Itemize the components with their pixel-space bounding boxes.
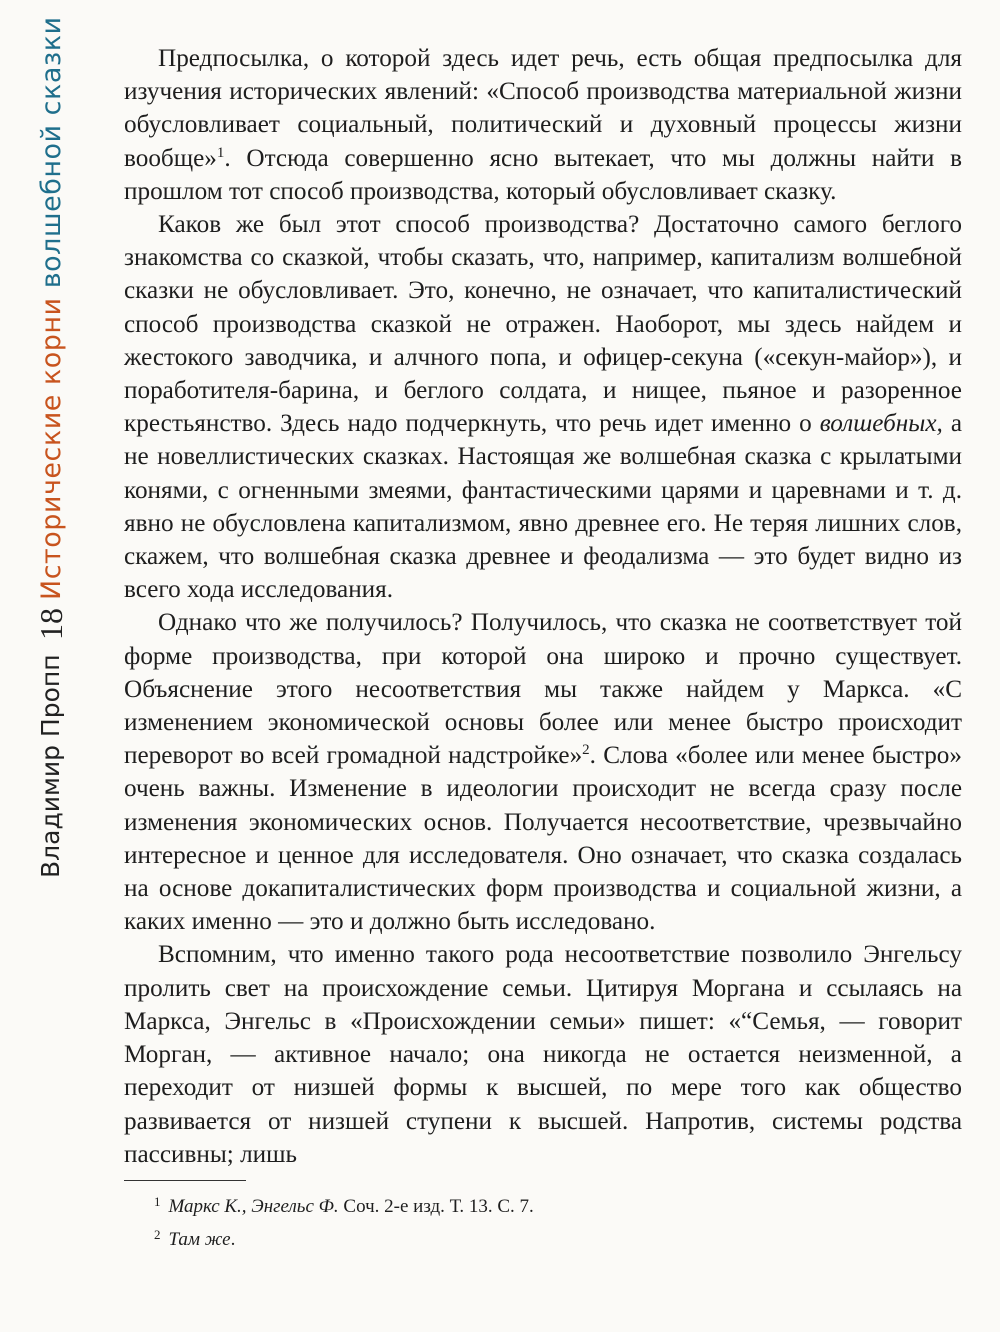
- paragraph-4: Вспомним, что именно такого рода несоответствие позволило Энгельсу пролить свет на происхождение семьи. Цитируя Моргана и ссылаясь на Маркса, Энгельс в «Происхождении семьи» пишет: «“Семья, — говорит Морган, — активное начало; она никогда не остается неизменной, а переходит от низшей формы к высшей, по мере того как общество развивается от низшей ступени к высшей. Напротив, системы родства пассивны; лишь: [124, 941, 962, 1168]
- paragraph-2-part-b: а не новеллистических сказках. Настоящая же волшебная сказка с крылатыми конями, с огненными змеями, фантастическими царями и царевнами и т. д. явно не обусловлена капитализмом, явно древнее его. Не теряя лишних слов, скажем, что волшебная сказка древнее и феодализма — это будет видно из всего хода исследования.: [124, 410, 962, 604]
- paragraph-2-emphasis: волшебных,: [819, 410, 943, 438]
- footnote-2: [154, 1221, 954, 1254]
- footnote-ref-2: 2: [582, 742, 590, 759]
- paragraph-3: [124, 606, 962, 938]
- paragraph-3-part-b: . Слова «более или менее быстро» очень важны. Изменение в идеологии происходит не всегда сразу после изменения экономических основ. Получается несоответствие, чрезвычайно интересное и ценное для исследователя. Оно означает, что сказка создалась на основе докапиталистических форм производства и социальной жизни, а каких именно — это и должно быть исследовано.: [124, 742, 962, 936]
- paragraph-2-part-a: Каков же был этот способ производства? Достаточно самого беглого знакомства со сказкой, чтобы сказать, что, например, капитализм волшебной сказки не обусловливает. Это, конечно, не означает, что капиталистический способ производства сказкой не отражен. Наоборот, мы здесь найдем и жестокого заводчика, и алчного попа, и офицер-секуна («секун-майор»), и поработителя-барина, и беглого солдата, и нищее, пьяное и разоренное крестьянство. Здесь надо подчеркнуть, что речь идет именно о: [124, 211, 962, 438]
- footnote-divider: [124, 1180, 246, 1181]
- series-title-part2: волшебной сказки: [36, 16, 67, 289]
- series-title-part1: Исторические корни: [36, 297, 67, 600]
- footnote-2-text: .: [230, 1229, 236, 1250]
- footnote-1-authors: Маркс К., Энгельс Ф.: [168, 1196, 339, 1217]
- footnotes: [154, 1188, 954, 1254]
- page-number: 18: [33, 608, 69, 640]
- paragraph-1: [124, 42, 962, 208]
- paragraph-1-part-b: . Отсюда совершенно ясно вытекает, что мы должны найти в прошлом тот способ производства, который обусловливает сказку.: [124, 144, 962, 205]
- paragraph-3-part-a: Однако что же получилось? Получилось, что сказка не соответствует той форме производства, при которой она широко и прочно существует. Объяснение этого несоответствия мы также найдем у Маркса. «С изменением экономической основы более или менее быстро происходит переворот во всей громадной надстройке»: [124, 609, 962, 770]
- footnote-2-number: 2: [154, 1227, 161, 1242]
- footnote-ref-1: 1: [216, 144, 225, 161]
- paragraph-1-part-a: Предпосылка, о которой здесь идет речь, есть общая предпосылка для изучения исторических явлений: «Способ производства материальной жизни обусловливает социальный, политический и духовный процессы жизни вообще»: [124, 45, 962, 172]
- footnote-1: [154, 1188, 954, 1221]
- paragraph-2: [124, 208, 962, 606]
- main-text: [124, 42, 962, 1171]
- series-title: [36, 16, 67, 600]
- footnote-2-authors: Там же: [168, 1229, 231, 1250]
- author-name: Владимир Пропп: [36, 654, 65, 878]
- footnote-1-number: 1: [154, 1194, 161, 1209]
- footnote-1-text: Соч. 2-е изд. Т. 13. С. 7.: [338, 1196, 534, 1217]
